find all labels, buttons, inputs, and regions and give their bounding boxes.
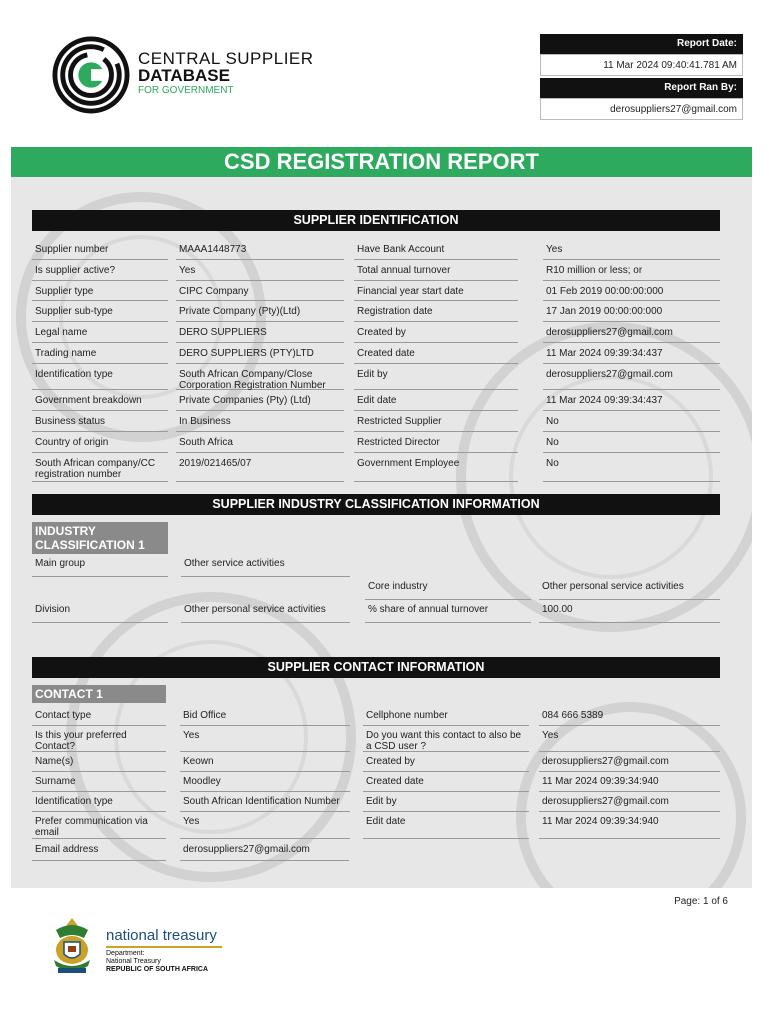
identification-label: Government breakdown: [32, 390, 168, 411]
contact-value: Keown: [180, 751, 350, 772]
brand-line-3: FOR GOVERNMENT: [138, 85, 234, 96]
contact-value: Moodley: [180, 771, 350, 792]
brand-line-1: CENTRAL SUPPLIER: [138, 49, 314, 68]
division-value: Other personal service activities: [181, 599, 350, 623]
contact-value: Bid Office: [180, 705, 350, 726]
nt-dept-2: National Treasury: [106, 958, 161, 965]
identification-label-2: Created by: [354, 322, 518, 343]
contact-label-2: Cellphone number: [363, 705, 529, 726]
report-title-banner: CSD REGISTRATION REPORT: [11, 147, 752, 177]
identification-value-2: R10 million or less; or: [543, 260, 720, 281]
report-ran-by-label: Report Ran By:: [540, 78, 743, 98]
report-ran-by-value: derosuppliers27@gmail.com: [540, 98, 743, 120]
identification-label-2: Edit by: [354, 364, 518, 390]
identification-value-2: 01 Feb 2019 00:00:00:000: [543, 281, 720, 301]
identification-value-2: No: [543, 453, 720, 482]
contact-label-2: Created date: [363, 771, 529, 792]
contact-label: Prefer communication via email: [32, 811, 166, 839]
identification-value-2: 17 Jan 2019 00:00:00:000: [543, 301, 720, 322]
core-industry-label: Core industry: [365, 576, 531, 600]
contact-value-2: 11 Mar 2024 09:39:34:940: [539, 811, 720, 839]
identification-label-2: Edit date: [354, 390, 518, 411]
identification-label-2: Registration date: [354, 301, 518, 322]
nt-country: REPUBLIC OF SOUTH AFRICA: [106, 966, 209, 973]
contact-value: Yes: [180, 725, 350, 752]
identification-label: Country of origin: [32, 432, 168, 453]
contact-value: Yes: [180, 811, 350, 839]
identification-value: South African Company/Close Corporation Registration Number: [176, 364, 344, 390]
contact-label: Surname: [32, 771, 166, 792]
email-address-value: derosuppliers27@gmail.com: [180, 839, 349, 861]
identification-label: Trading name: [32, 343, 168, 364]
contact-label-2: Edit by: [363, 791, 529, 812]
brand-wordmark: [138, 50, 314, 97]
identification-label-2: Financial year start date: [354, 281, 518, 301]
core-industry-value: Other personal service activities: [539, 576, 720, 600]
identification-label-2: Created date: [354, 343, 518, 364]
identification-label-2: Government Employee: [354, 453, 518, 482]
nt-dept-1: Department:: [106, 950, 145, 957]
division-label: Division: [32, 599, 168, 623]
coat-of-arms-icon: [48, 916, 96, 976]
identification-value: Private Companies (Pty) (Ltd): [176, 390, 344, 411]
identification-label-2: Restricted Director: [354, 432, 518, 453]
report-date-value: 11 Mar 2024 09:40:41.781 AM: [540, 54, 743, 76]
nt-divider: [106, 946, 222, 948]
contact-subhead: CONTACT 1: [32, 685, 166, 703]
section-title-supplier-identification: SUPPLIER IDENTIFICATION: [32, 210, 720, 231]
identification-value: In Business: [176, 411, 344, 432]
report-meta: [540, 34, 743, 122]
contact-value-2: 11 Mar 2024 09:39:34:940: [539, 771, 720, 792]
identification-label: Legal name: [32, 322, 168, 343]
identification-label: Supplier number: [32, 239, 168, 260]
national-treasury-mark: [106, 928, 222, 974]
identification-value-2: No: [543, 432, 720, 453]
identification-value-2: 11 Mar 2024 09:39:34:437: [543, 390, 720, 411]
identification-value: DERO SUPPLIERS: [176, 322, 344, 343]
main-group-label: Main group: [32, 553, 168, 577]
industry-subhead: INDUSTRY CLASSIFICATION 1: [32, 522, 168, 554]
identification-value: Private Company (Pty)(Ltd): [176, 301, 344, 322]
identification-label: South African company/CC registration number: [32, 453, 168, 482]
contact-value-2: 084 666 5389: [539, 705, 720, 726]
contact-label: Is this your preferred Contact?: [32, 725, 166, 752]
section-title-industry-classification: SUPPLIER INDUSTRY CLASSIFICATION INFORMATION: [32, 494, 720, 515]
contact-label-2: Created by: [363, 751, 529, 772]
contact-value-2: derosuppliers27@gmail.com: [539, 791, 720, 812]
identification-value-2: derosuppliers27@gmail.com: [543, 364, 720, 390]
contact-label: Name(s): [32, 751, 166, 772]
identification-value: DERO SUPPLIERS (PTY)LTD: [176, 343, 344, 364]
identification-label: Identification type: [32, 364, 168, 390]
identification-value: Yes: [176, 260, 344, 281]
identification-label: Supplier sub-type: [32, 301, 168, 322]
identification-label: Supplier type: [32, 281, 168, 301]
identification-label-2: Have Bank Account: [354, 239, 518, 260]
identification-value-2: derosuppliers27@gmail.com: [543, 322, 720, 343]
identification-label-2: Total annual turnover: [354, 260, 518, 281]
identification-value: CIPC Company: [176, 281, 344, 301]
share-label: % share of annual turnover: [365, 599, 531, 623]
report-date-label: Report Date:: [540, 34, 743, 54]
contact-value-2: derosuppliers27@gmail.com: [539, 751, 720, 772]
identification-value-2: 11 Mar 2024 09:39:34:437: [543, 343, 720, 364]
main-group-value: Other service activities: [181, 553, 350, 577]
nt-name: national treasury: [106, 927, 217, 944]
identification-value-2: Yes: [543, 239, 720, 260]
email-address-label: Email address: [32, 839, 166, 861]
identification-label: Business status: [32, 411, 168, 432]
identification-label-2: Restricted Supplier: [354, 411, 518, 432]
section-title-contact-information: SUPPLIER CONTACT INFORMATION: [32, 657, 720, 678]
contact-label: Contact type: [32, 705, 166, 726]
share-value: 100.00: [539, 599, 720, 623]
brand-line-2: DATABASE: [138, 66, 230, 85]
contact-label: Identification type: [32, 791, 166, 812]
contact-label-2: Do you want this contact to also be a CSD user ?: [363, 725, 529, 752]
identification-value-2: No: [543, 411, 720, 432]
identification-value: 2019/021465/07: [176, 453, 344, 482]
csd-logo-icon: [52, 36, 130, 114]
contact-value-2: Yes: [539, 725, 720, 752]
contact-label-2: Edit date: [363, 811, 529, 839]
contact-value: South African Identification Number: [180, 791, 350, 812]
page-number: Page: 1 of 6: [674, 896, 728, 907]
identification-value: MAAA1448773: [176, 239, 344, 260]
identification-value: South Africa: [176, 432, 344, 453]
identification-label: Is supplier active?: [32, 260, 168, 281]
